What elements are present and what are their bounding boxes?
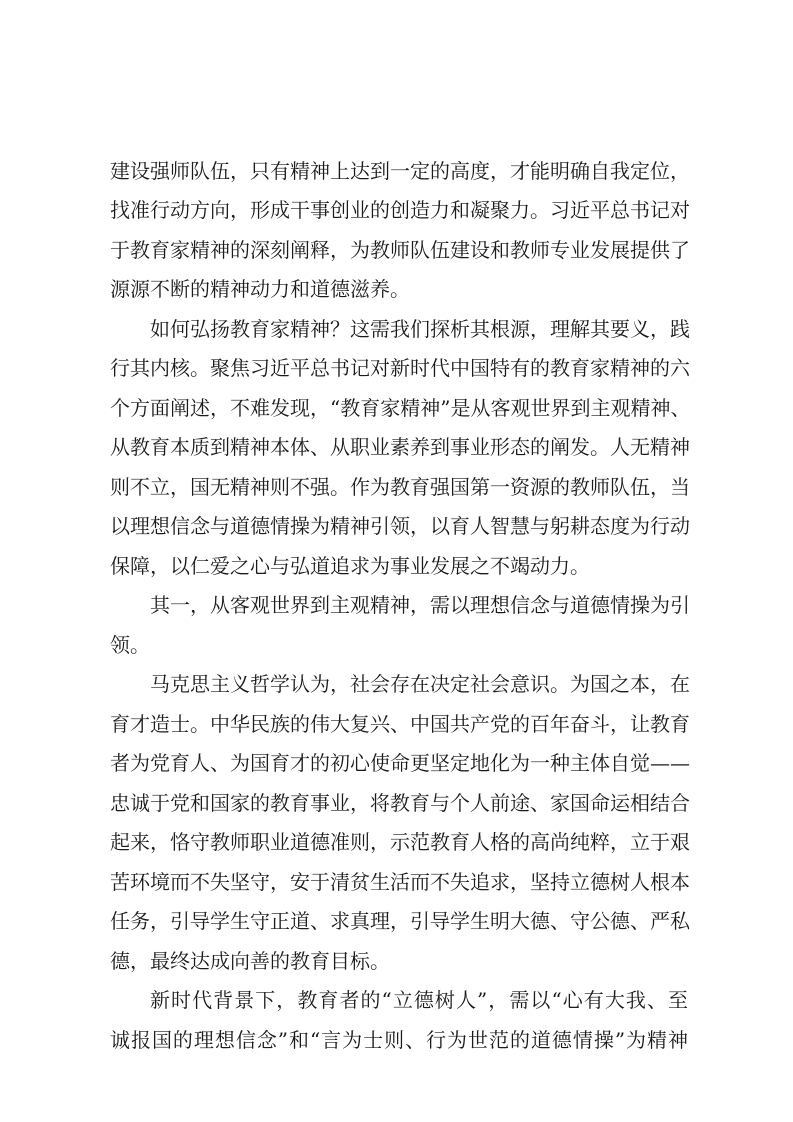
paragraph-1-line-2: 找准行动方向，形成干事创业的创造力和凝聚力。习近平总书记对: [110, 198, 690, 222]
paragraph-1-line-1: 建设强师队伍，只有精神上达到一定的高度，才能明确自我定位，: [110, 159, 690, 183]
paragraph-1-line-3: 于教育家精神的深刻阐释，为教师队伍建设和教师专业发展提供了: [110, 238, 690, 262]
paragraph-4-line-5: 起来，恪守教师职业道德准则，示范教育人格的高尚纯粹，立于艰: [110, 830, 690, 854]
paragraph-2-line-6: 以理想信念与道德情操为精神引领，以育人智慧与躬耕态度为行动: [110, 514, 690, 538]
paragraph-5-line-1: 新时代背景下，教育者的“立德树人”，需以“心有大我、至: [150, 988, 688, 1012]
paragraph-4-line-8: 德，最终达成向善的教育目标。: [110, 949, 390, 973]
paragraph-2-line-4: 从教育本质到精神本体、从职业素养到事业形态的阐发。人无精神: [110, 435, 690, 459]
paragraph-2-line-7: 保障，以仁爱之心与弘道追求为事业发展之不竭动力。: [110, 554, 590, 578]
paragraph-2-line-2: 行其内核。聚焦习近平总书记对新时代中国特有的教育家精神的六: [110, 356, 690, 380]
paragraph-3-line-2: 领。: [110, 633, 150, 657]
paragraph-5-line-2: 诚报国的理想信念”和“言为士则、行为世范的道德情操”为精神: [110, 1028, 688, 1052]
paragraph-4-line-3: 者为党育人、为国育才的初心使命更坚定地化为一种主体自觉——: [110, 751, 690, 775]
paragraph-4-line-7: 任务，引导学生守正道、求真理，引导学生明大德、守公德、严私: [110, 909, 690, 933]
paragraph-4-line-6: 苦环境而不失坚守，安于清贫生活而不失追求，坚持立德树人根本: [110, 870, 690, 894]
paragraph-2-line-5: 则不立，国无精神则不强。作为教育强国第一资源的教师队伍，当: [110, 475, 690, 499]
paragraph-1-line-4: 源源不断的精神动力和道德滋养。: [110, 277, 410, 301]
paragraph-3-line-1: 其一，从客观世界到主观精神，需以理想信念与道德情操为引: [150, 593, 690, 617]
paragraph-2-line-1: 如何弘扬教育家精神？这需我们探析其根源，理解其要义，践: [150, 317, 690, 341]
paragraph-2-line-3: 个方面阐述，不难发现，“教育家精神”是从客观世界到主观精神、: [110, 396, 691, 420]
paragraph-4-line-4: 忠诚于党和国家的教育事业，将教育与个人前途、家国命运相结合: [110, 791, 690, 815]
paragraph-4-line-1: 马克思主义哲学认为，社会存在决定社会意识。为国之本，在: [150, 672, 690, 696]
paragraph-4-line-2: 育才造士。中华民族的伟大复兴、中国共产党的百年奋斗，让教育: [110, 712, 690, 736]
